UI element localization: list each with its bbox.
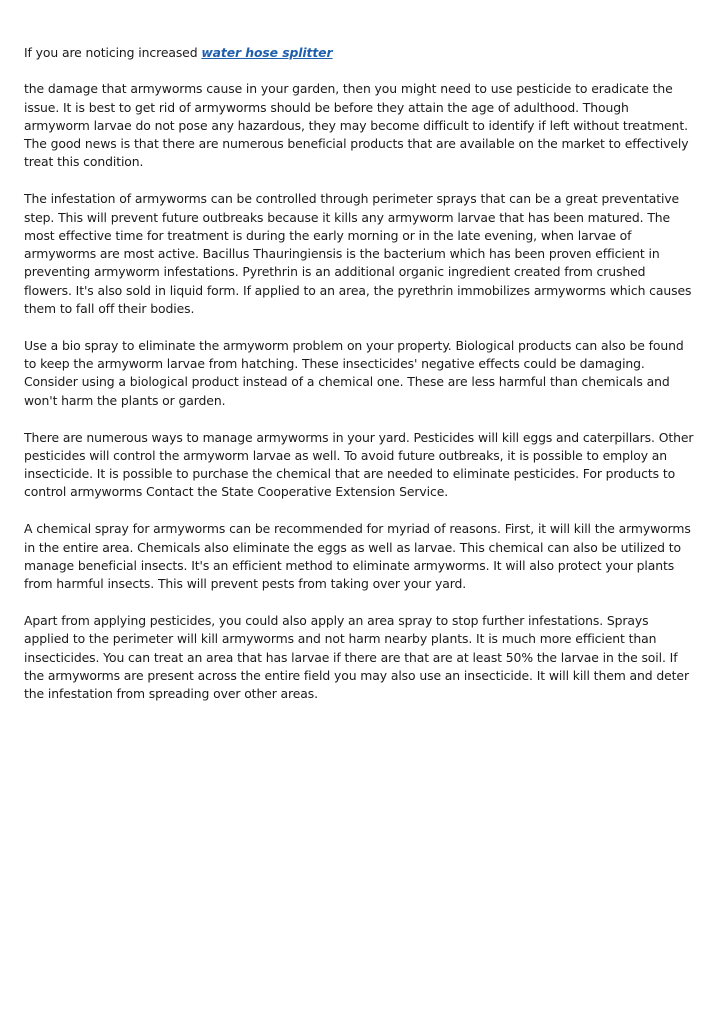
water-hose-splitter-link[interactable]: water hose splitter (201, 45, 333, 60)
paragraph-chemical-spray: A chemical spray for armyworms can be recommended for myriad of reasons. First, it will kill the armyworms in the entire area. Chemicals also eliminate the eggs as well as larvae. This chemical can also be utilized to manage beneficial insects. It's an efficient method to eliminate armyworms. It will also protect your plants from harmful insects. This will prevent pests from taking over your yard. (24, 521, 691, 592)
document-body (24, 44, 696, 722)
intro-line (24, 44, 696, 62)
paragraph-perimeter-sprays: The infestation of armyworms can be controlled through perimeter sprays that can be a great preventative step. This will prevent future outbreaks because it kills any armyworm larvae that has been matured. The most effective time for treatment is during the early morning or in the late evening, when larvae of armyworms are most active. Bacillus Thauringiensis is the bacterium which has been proven efficient in preventing armyworm infestations. Pyrethrin is an additional organic ingredient created from crushed flowers. It's also sold in liquid form. If applied to an area, the pyrethrin immobilizes armyworms which causes them to fall off their bodies. (24, 191, 692, 317)
paragraph-damage: the damage that armyworms cause in your garden, then you might need to use pesticide to eradicate the issue. It is best to get rid of armyworms should be before they attain the age of adulthood. Though armyworm larvae do not pose any hazardous, they may become difficult to identify if left without treatment. The good news is that there are numerous beneficial products that are available on the market to effectively treat this condition. (24, 81, 689, 170)
paragraph-manage-armyworms: There are numerous ways to manage armyworms in your yard. Pesticides will kill eggs and caterpillars. Other pesticides will control the armyworm larvae as well. To avoid future outbreaks, it is possible to employ an insecticide. It is possible to purchase the chemical that are needed to eliminate pesticides. For products to control armyworms Contact the State Cooperative Extension Service. (24, 429, 694, 500)
paragraph-area-spray: Apart from applying pesticides, you could also apply an area spray to stop further infestations. Sprays applied to the perimeter will kill armyworms and not harm nearby plants. It is much more efficient than insecticides. You can treat an area that has larvae if there are that are at least 50% the larvae in the soil. If the armyworms are present across the entire field you may also use an insecticide. It will kill them and deter the infestation from spreading over other areas. (24, 612, 689, 702)
paragraph-bio-spray: Use a bio spray to eliminate the armyworm problem on your property. Biological products can also be found to keep the armyworm larvae from hatching. These insecticides' negative effects could be damaging. Consider using a biological product instead of a chemical one. These are less harmful than chemicals and won't harm the plants or garden. (24, 337, 684, 408)
intro-text: If you are noticing increased (24, 45, 202, 60)
